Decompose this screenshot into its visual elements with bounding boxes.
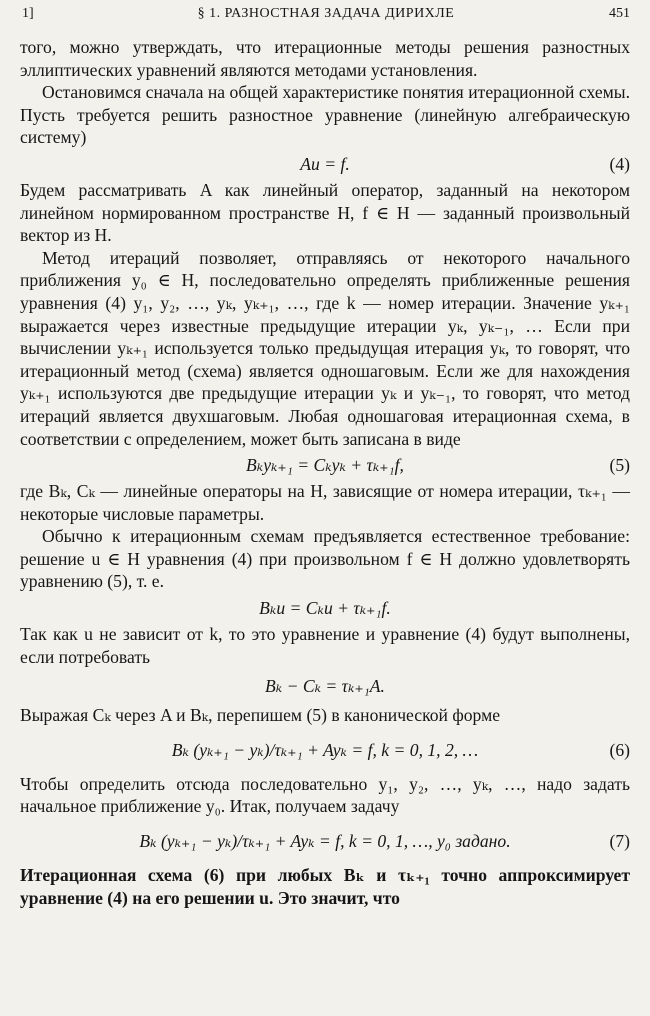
equation-7-number: (7)	[609, 831, 630, 852]
section-title: § 1. РАЗНОСТНАЯ ЗАДАЧА ДИРИХЛЕ	[197, 6, 455, 21]
equation-4-number: (4)	[609, 153, 630, 174]
running-header	[22, 6, 630, 30]
paragraph-6: Обычно к итерационным схемам предъявляется естественное требование: решение u ∈ H уравнения (4) при произвольном f ∈ H должно удовлетворять уравнению (5), т. е.	[20, 526, 630, 592]
equation-4-body: Au = f.	[300, 153, 350, 174]
paragraph-1: того, можно утверждать, что итерационные методы решения разностных эллиптических уравнений являются методами установления.	[20, 37, 630, 80]
equation-operator-relation	[20, 668, 630, 704]
equation-5-number: (5)	[609, 455, 630, 476]
equation-6-body: Bₖ (yₖ₊₁ − yₖ)/τₖ₊₁ + Ayₖ = f, k = 0, 1, 2, …	[171, 739, 479, 760]
equation-7	[20, 818, 630, 864]
page-body	[20, 36, 630, 909]
paragraph-10: Итерационная схема (6) при любых Bₖ и τₖ₊₁ точно аппроксимирует уравнение (4) на его решении u. Это значит, что	[20, 865, 630, 908]
equation-consistency-body: Bₖu = Cₖu + τₖ₊₁f.	[259, 598, 391, 619]
equation-7-body: Bₖ (yₖ₊₁ − yₖ)/τₖ₊₁ + Ayₖ = f, k = 0, 1, …, y₀ задано.	[139, 831, 511, 852]
equation-5	[20, 450, 630, 480]
paragraph-7: Так как u не зависит от k, то это уравнение и уравнение (4) будут выполнены, если потребовать	[20, 624, 630, 667]
equation-4	[20, 149, 630, 179]
paragraph-3: Будем рассматривать A как линейный оператор, заданный на некотором линейном нормированном пространстве H, f ∈ H — заданный произвольный вектор из H.	[20, 179, 630, 246]
paragraph-8: Выражая Cₖ через A и Bₖ, перепишем (5) в канонической форме	[20, 705, 501, 726]
paragraph-4: Метод итераций позволяет, отправляясь от некоторого начального приближения y₀ ∈ H, последовательно определять приближенные решения уравнения (4) y₁, y₂, …, yₖ, yₖ₊₁, …, где k — номер итерации. Значение yₖ₊₁ выражается через известные предыдущие итерации yₖ, yₖ₋₁, … Если при вычислении yₖ₊₁ используется только предыдущая итерация yₖ, то говорят, что итерационный метод (схема) является одношаговым. Если же для нахождения yₖ₊₁ используются две предыдущие итерации yₖ и yₖ₋₁, то говорят, что метод итераций является двухшаговым. Любая одношаговая итерационная схема, в соответствии с определением, может быть записана в виде	[20, 247, 630, 449]
paragraph-2: Остановимся сначала на общей характеристике понятия итерационной схемы. Пусть требуется решить разностное уравнение (линейную алгебраическую систему)	[20, 82, 630, 148]
equation-6	[20, 727, 630, 773]
header-left-mark: 1]	[22, 6, 34, 21]
equation-consistency	[20, 593, 630, 623]
equation-5-body: Bₖyₖ₊₁ = Cₖyₖ + τₖ₊₁f,	[246, 455, 404, 476]
page-number: 451	[609, 6, 630, 21]
paragraph-9: Чтобы определить отсюда последовательно y₁, y₂, …, yₖ, …, надо задать начальное приближение y₀. Итак, получаем задачу	[20, 773, 630, 817]
equation-6-number: (6)	[609, 739, 630, 760]
equation-operator-relation-body: Bₖ − Cₖ = τₖ₊₁A.	[265, 676, 385, 697]
paragraph-5: где Bₖ, Cₖ — линейные операторы на H, зависящие от номера итерации, τₖ₊₁ — некоторые числовые параметры.	[20, 481, 630, 524]
